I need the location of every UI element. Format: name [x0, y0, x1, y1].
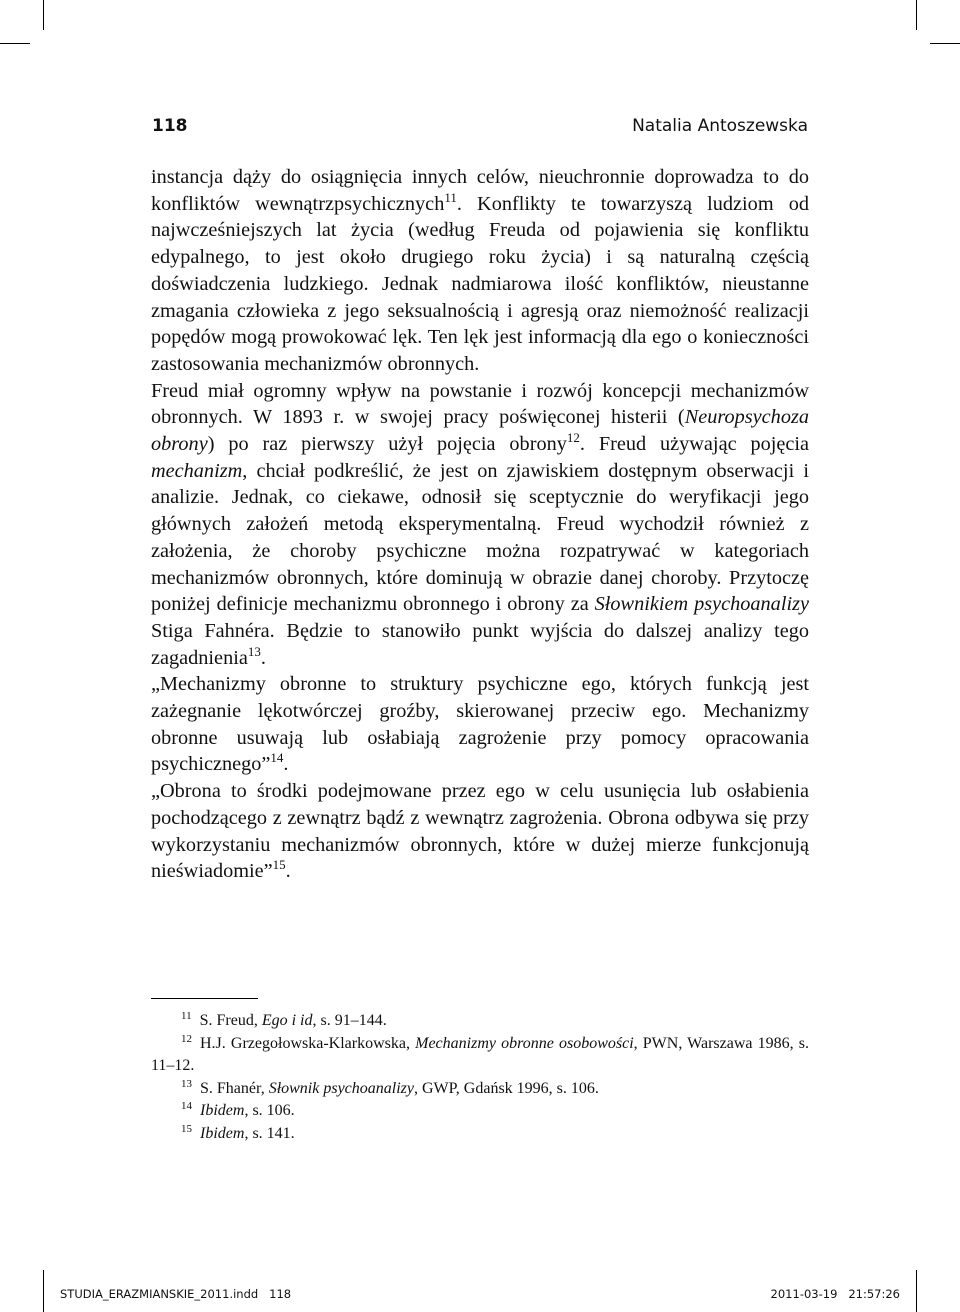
italic-title: Neuropsychoza obrony: [151, 406, 809, 456]
text-run: „Obrona to środki podejmowane przez ego w celu usunięcia lub osłabienia pochodzącego z zewnątrz bądź z wewnątrz zagrożenia. Obrona odbywa się przy wykorzystaniu mechanizmów obronnych, które w dużej mierze funkcjonują nieświadomie”: [151, 780, 809, 883]
crop-mark: [0, 43, 30, 44]
text-run: , PWN, Warszawa 1986, s. 11–12.: [151, 1034, 809, 1074]
footnote: [151, 1078, 809, 1101]
text-run: .: [285, 860, 291, 883]
text-run: , chciał podkreślić, że jest on zjawiskiem dostępnym obserwacji i analizie. Jednak, co ciekawe, odnosił się sceptycznie do weryfikacji jego głównych założeń metodą eksperymentalną. Freud wychodził również z założenia, że choroby psychiczne można rozpatrywać w kategoriach mechanizmów obronnych, które dominują w obrazie danej choroby. Przytoczę poniżej definicje mechanizmu obronnego i obrony za: [151, 459, 809, 616]
text-run: S. Fhanér,: [200, 1079, 269, 1097]
footnote-ref: 13: [247, 643, 261, 659]
text-run: H.J. Grzegołowska-Klarkowska,: [200, 1034, 416, 1052]
footnote-ref: 14: [270, 750, 284, 766]
crop-mark: [916, 1270, 917, 1312]
text-run: , s. 141.: [244, 1124, 295, 1142]
italic-term: mechanizm: [151, 459, 243, 482]
text-run: . Konflikty te towarzyszą ludziom od najwcześniejszych lat życia (według Freuda od pojawienia się konfliktu edypalnego, to jest około drugiego roku życia) i są naturalną częścią doświadczenia ludzkiego. Jednak nadmiarowa ilość konfliktów, nieustanne zmagania człowieka z jego seksualnością i agresją oraz niemożność realizacji popędów mogą prowokować lęk. Ten lęk jest informacją dla ego o konieczności zastosowania mechanizmów obronnych.: [151, 192, 809, 375]
quote-paragraph: [151, 778, 809, 885]
text-run: instancja dąży do osiągnięcia innych celów, nieuchronnie doprowadza to do konfliktów wewnątrzpsychicznych: [151, 166, 809, 215]
italic-title: Mechanizmy obronne osobowości: [415, 1034, 634, 1052]
italic-title: Słownikiem psychoanalizy: [594, 593, 809, 616]
footnote-ref: 11: [444, 189, 457, 205]
slug-filename: STUDIA_ERAZMIANSKIE_2011.indd 118: [60, 1287, 292, 1301]
italic-title: Ibidem: [200, 1102, 245, 1119]
crop-mark: [930, 43, 960, 44]
footnote: [151, 1033, 809, 1078]
slug-timestamp: 2011-03-19 21:57:26: [770, 1287, 900, 1301]
body-text: [151, 164, 809, 885]
text-run: .: [283, 753, 289, 776]
footnote-number: 14: [181, 1100, 192, 1112]
footnote-ref: 12: [566, 430, 580, 446]
text-run: . Freud używając pojęcia: [579, 433, 809, 456]
text-run: , s. 91–144.: [312, 1012, 387, 1029]
italic-title: Ego i id: [261, 1012, 313, 1029]
footnote-number: 13: [181, 1077, 192, 1090]
page-number: 118: [152, 116, 188, 136]
footnote-number: 12: [181, 1032, 192, 1045]
paragraph: [151, 378, 809, 672]
italic-title: Słownik psychoanalizy: [268, 1079, 414, 1097]
print-slug: [60, 1287, 900, 1305]
footnote-ref: 15: [272, 857, 286, 873]
quote-paragraph: [151, 671, 809, 778]
italic-title: Ibidem: [200, 1124, 245, 1142]
text-run: , s. 106.: [244, 1102, 295, 1119]
footnote-rule: [151, 998, 258, 999]
text-run: ) po raz pierwszy użył pojęcia obrony: [207, 433, 567, 456]
text-run: , GWP, Gdańsk 1996, s. 106.: [414, 1079, 599, 1097]
text-run: Freud miał ogromny wpływ na powstanie i rozwój koncepcji mechanizmów obronnych. W 1893 r. w swojej pracy poświęconej histerii (: [151, 379, 809, 429]
footnote: [151, 1123, 809, 1146]
footnote: [151, 1010, 809, 1033]
text-run: Stiga Fahnéra. Będzie to stanowiło punkt wyjścia do dalszej analizy tego zagadnienia: [151, 619, 809, 669]
text-run: S. Freud,: [199, 1012, 262, 1029]
crop-mark: [916, 0, 917, 30]
text-run: .: [260, 646, 266, 669]
crop-mark: [43, 1270, 44, 1312]
text-run: „Mechanizmy obronne to struktury psychiczne ego, których funkcją jest zażegnanie lękotwórczej groźby, skierowanej przeciw ego. Mechanizmy obronne usuwają lub osłabiają zagrożenie przy pomocy opracowania psychicznego”: [151, 673, 809, 776]
author-name: Natalia Antoszewska: [632, 116, 808, 136]
footnotes: [151, 1010, 809, 1145]
footnote: [151, 1100, 809, 1123]
crop-mark: [43, 0, 44, 30]
paragraph: [151, 164, 809, 378]
running-head: [152, 116, 808, 140]
footnote-number: 11: [181, 1010, 192, 1022]
footnote-number: 15: [181, 1122, 192, 1135]
